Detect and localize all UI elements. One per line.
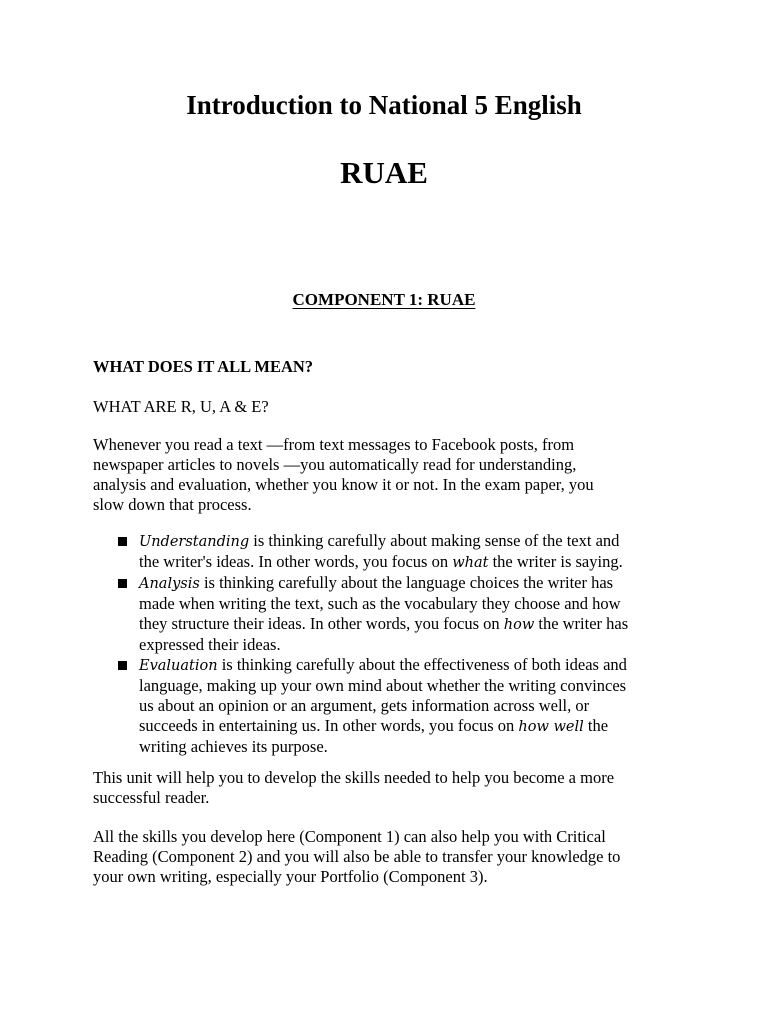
- bullet-text: language, making up your own mind about whether the writing convinces: [139, 676, 627, 695]
- focus-word: how well: [518, 719, 584, 735]
- bullet-text: writing achieves its purpose.: [139, 737, 328, 756]
- unit-paragraph: [93, 768, 693, 808]
- intro-line: Whenever you read a text —from text messages to Facebook posts, from: [93, 435, 575, 454]
- intro-line: analysis and evaluation, whether you know it or not. In the exam paper, you: [93, 475, 594, 494]
- square-bullet-icon: [118, 661, 127, 670]
- bullet-text: the: [583, 716, 609, 735]
- list-item-analysis: [93, 573, 693, 655]
- skills-paragraph: [93, 827, 693, 887]
- document-subtitle: RUAE: [340, 155, 428, 190]
- term-evaluation: Evaluation: [139, 658, 218, 674]
- bullet-text: the writer's ideas. In other words, you focus on: [139, 552, 453, 571]
- bullet-text: they structure their ideas. In other words, you focus on: [139, 614, 504, 633]
- skills-line: All the skills you develop here (Component 1) can also help you with Critical: [93, 827, 606, 846]
- list-item-evaluation: [93, 655, 693, 757]
- document-title: Introduction to National 5 English: [186, 90, 582, 120]
- skills-line: Reading (Component 2) and you will also be able to transfer your knowledge to: [93, 847, 621, 866]
- term-understanding: Understanding: [139, 534, 250, 550]
- bullet-text: the writer is saying.: [488, 552, 623, 571]
- ruae-definitions-list: [93, 531, 693, 757]
- bullet-text: is thinking carefully about the effectiveness of both ideas and: [217, 655, 627, 674]
- question-heading-meaning: WHAT DOES IT ALL MEAN?: [93, 357, 314, 376]
- bullet-text: the writer has: [534, 614, 629, 633]
- bullet-text: is thinking carefully about the language choices the writer has: [199, 573, 614, 592]
- intro-line: slow down that process.: [93, 495, 252, 514]
- focus-word: how: [503, 617, 535, 633]
- bullet-text: us about an opinion or an argument, gets information across well, or: [139, 696, 590, 715]
- unit-line: successful reader.: [93, 788, 210, 807]
- intro-line: newspaper articles to novels —you automatically read for understanding,: [93, 455, 577, 474]
- list-item-understanding: [93, 531, 693, 573]
- bullet-text: expressed their ideas.: [139, 635, 281, 654]
- bullet-text: is thinking carefully about making sense of the text and: [249, 531, 620, 550]
- question-heading-ruae: WHAT ARE R, U, A & E?: [93, 397, 269, 416]
- component-heading: COMPONENT 1: RUAE: [292, 290, 476, 309]
- square-bullet-icon: [118, 579, 127, 588]
- bullet-text: succeeds in entertaining us. In other words, you focus on: [139, 716, 519, 735]
- term-analysis: Analysis: [139, 576, 200, 592]
- unit-line: This unit will help you to develop the skills needed to help you become a more: [93, 768, 615, 787]
- intro-paragraph: [93, 435, 693, 515]
- focus-word: what: [452, 555, 489, 571]
- square-bullet-icon: [118, 537, 127, 546]
- bullet-text: made when writing the text, such as the vocabulary they choose and how: [139, 594, 621, 613]
- skills-line: your own writing, especially your Portfolio (Component 3).: [93, 867, 488, 886]
